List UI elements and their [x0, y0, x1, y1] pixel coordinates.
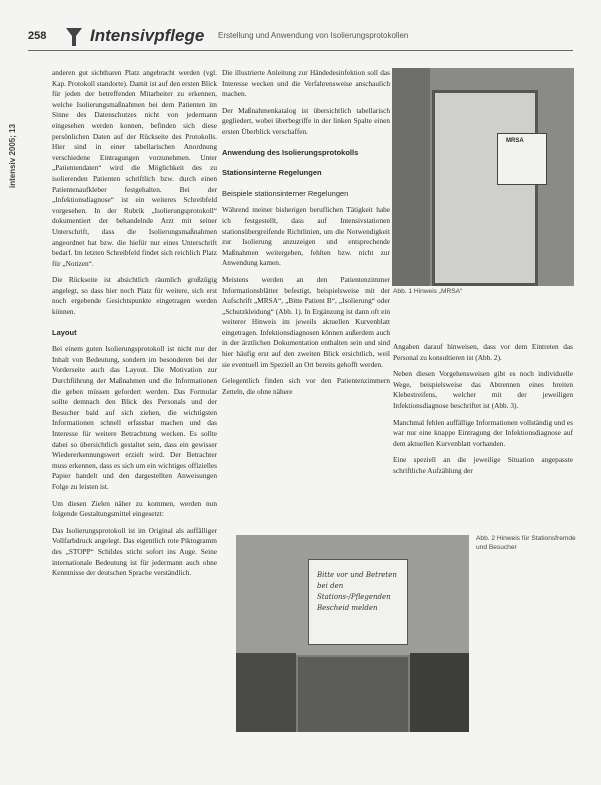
paragraph: Das Isolierungsprotokoll ist im Original als auffälliger Vollfarbdruck angelegt. Das eigentlich rote Piktogramm des „STOPP“ Schildes sticht sofort ins Auge. Seine internationale Bedeutung ist für jedermann auch ohne Kenntnisse der deutschen Sprache verständlich.: [52, 525, 217, 578]
section-heading: Stationsinterne Regelungen: [222, 168, 322, 178]
paragraph: Gelegentlich finden sich vor den Patientenzimmern Zetteln, die ohne nähere: [222, 376, 390, 396]
figure-1-photo: [392, 68, 574, 286]
door-left: [236, 653, 296, 732]
figure-2-caption: Abb. 2 Hinweis für Stationsfremde und Besucher: [476, 535, 576, 551]
paragraph: Eine speziell an die jeweilige Situation angepasste schriftliche Aufzählung der: [393, 455, 573, 475]
article-subtitle: Erstellung und Anwendung von Isolierungsprotokollen: [218, 31, 409, 40]
mrsa-sign: MRSA: [497, 133, 547, 185]
subsection-heading: Beispiele stationsinterner Regelungen: [222, 188, 349, 198]
door: [432, 90, 538, 286]
section-heading: Layout: [52, 327, 77, 337]
door-right: [410, 653, 469, 732]
handwritten-note: Bitte vor und Betreten bei den Stations-/Pflegenden Bescheid melden: [308, 559, 408, 645]
paragraph: Die illustrierte Anleitung zur Händedesinfektion soll das Interesse wecken und die Verfahrensweise anschaulich machen.: [222, 68, 390, 99]
figure-1-caption: Abb. 1 Hinweis „MRSA“: [393, 288, 463, 295]
journal-logo-icon: [64, 26, 84, 48]
paragraph: Während meiner bisherigen beruflichen Tätigkeit habe ich festgestellt, dass auf Intensivstationen stationsübergreifende Richtlinien, um die Notwendigkeit zur Isolierung anzuzeigen und entsprechende Maßnahmen weitergeben, fehlten bzw. nicht zur Anwendung kamen.: [222, 205, 390, 268]
column-2: [222, 68, 390, 403]
paragraph: anderen gut sichtbaren Platz angebracht werden (vgl. Kap. Protokoll standorte). Damit ist auf den ersten Blick für jeden der betreffenden Mitarbeiter zu erkennen, welche Isolierungsmaßnahmen bei dem Patienten im Sinne des Datenschutzes nicht von jedermann eingesehen werden konnen, befinden sich diese persönlichen Daten auf der Rückseite des Protokolls. Hier sind in einer tabellarischen Anordnung verschiedene Eintragungen vorzunehmen. Unter „Patientendaten“ wird die Möglichkeit des zu isolierenden Patienten schriftlich bzw. durch einen Patientenaufkleber festgehalten. Bei der „Infektionsdiagnose“ ist ein weiteres Schreibfeld vorgesehen. In der Rubrik „Isolierungsprotokoll“ dokumentiert der behandelnde Arzt mit seiner Unterschrift, dass die Isolierungsmaßnahmen angeordnet hat bzw. die hiefür nur eines Unterschrift bedarf. Im letzten Schreibfeld findet sich reichlich Platz für „Notizen“.: [52, 68, 217, 268]
paragraph: Um diesen Zielen näher zu kommen, werden nun folgende Gestaltungsmittel eingesetzt:: [52, 498, 217, 519]
paragraph: Meistens werden an den Patientenzimmer Informationsblätter befestigt, beispielsweise mit der Aufschrift „MRSA“, „Bitte Patient B“, „Isolierung“ oder „Schutzkleidung“ (Abb. 1). In Ergänzung ist dann oft ein weiterer Hinweis im jeweils aktuellen Kurvenblatt eingetragen. Infektionsdiagnosen können außerdem auch in der ärztlichen Dokumentation enthalten sein und sind hier häufig erst auf den zweiten Blick ersichtlich, weil sie eventuell im Speziell an Ort bereits gehofft werden.: [222, 274, 390, 369]
paragraph: Bei einem guten Isolierungsprotokoll ist nicht nur der Inhalt von Bedeutung, sondern im besonderen bei der Vorderseite auch das Layout. Die Motivation zur Durchführung der Maßnahmen und die Informationen die geben müssen gefordert werden. Das Formular sollte demnach den Blick des Personals und der Besucher bald auf sich ziehen, die wichtigsten Informationen schnell erfassbar machen und das Interesse für weitere Betrachtung wecken. Es sollte dabei so übersichtlich gestaltet sein, dass ein gewisser Wiedererkennungswert erzielt wird. Der Betrachter muss erkennen, dass es sich um ein wichtiges offizielles Papier handelt und den dargestellten Anweisungen Folge zu leisten ist.: [52, 344, 217, 491]
paragraph: Die Rückseite ist absichtlich räumlich großzügig angelegt, so dass hier noch Platz für weitere, sich erst noch ergebende Gesichtspunkte eingetragen werden können.: [52, 275, 217, 317]
paragraph: Der Maßnahmenkatalog ist übersichtlich tabellarisch gegliedert, wobei überbegriffe in der linken Spalte einen ersten Überblick verschaffen.: [222, 105, 390, 136]
paragraph: Neben diesen Vorgehensweisen gibt es noch individuelle Wege, beispielsweise das Abtrennen eines breiten Klebestreifens, welcher mit der jeweiligen Infektionsdiagnose beschriftet ist (Abb. 3).: [393, 369, 573, 410]
door-frame: [392, 68, 430, 286]
page-header: [28, 26, 573, 48]
page-number: 258: [28, 30, 47, 42]
header-rule: [28, 50, 573, 51]
paragraph: Angaben darauf hinweisen, dass vor dem Eintreten das Personal zu konsultieren ist (Abb. 2).: [393, 342, 573, 362]
column-3: [393, 342, 573, 483]
journal-title: Intensivpflege: [90, 26, 205, 45]
side-label: intensiv 2005; 13: [8, 123, 17, 188]
shelf: [298, 657, 408, 732]
figure-2-photo: [236, 535, 469, 732]
column-1: [52, 68, 217, 585]
paragraph: Manchmal fehlen auffällige Informationen vollständig und es war nur eine knappe Eintragung der Infektionsdiagnose auf dem aktuellen Kurvenblatt vorhanden.: [393, 417, 573, 448]
section-heading: Anwendung des Isolierungsprotokolls: [222, 147, 359, 157]
